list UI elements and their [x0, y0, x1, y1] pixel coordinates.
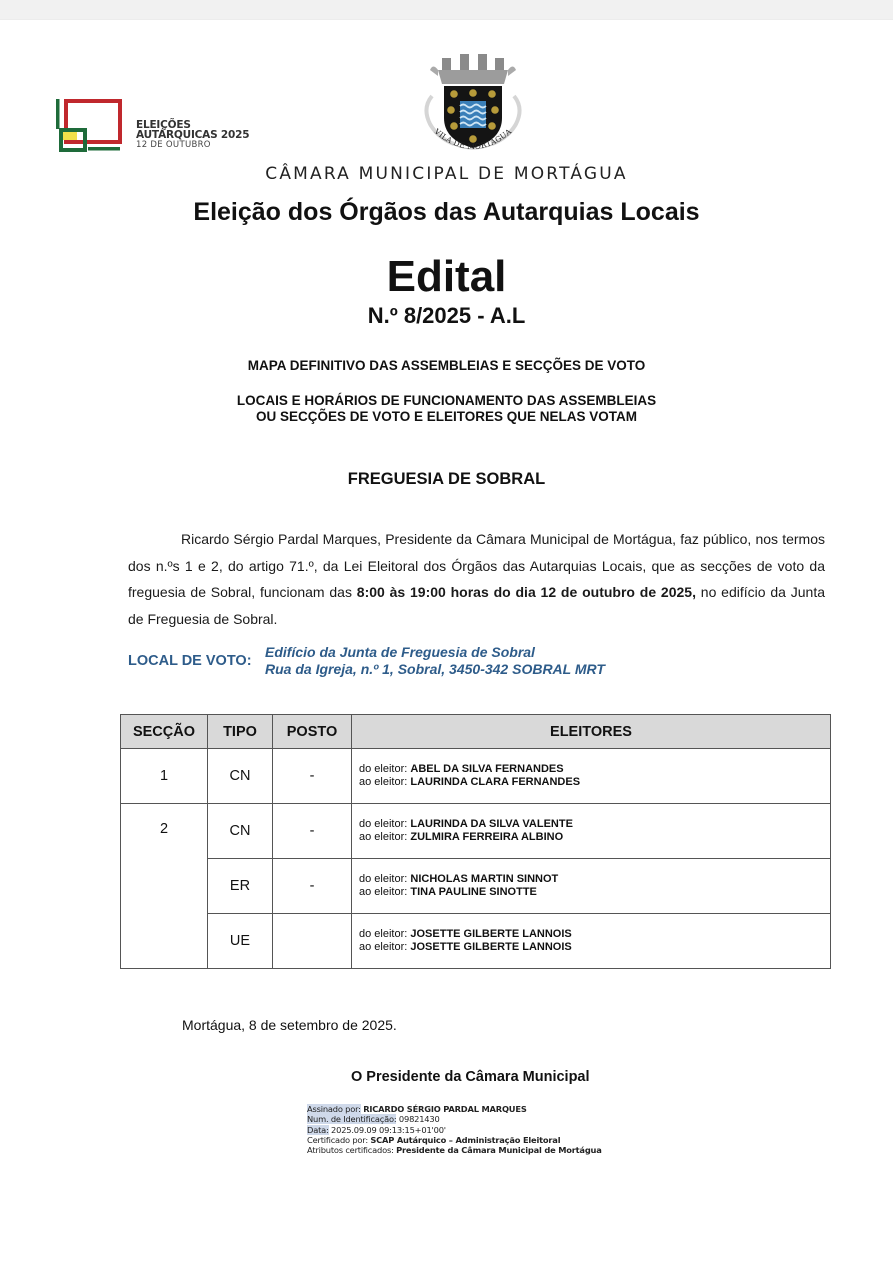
announcement-paragraph — [128, 526, 825, 632]
from-voter: NICHOLAS MARTIN SINNOT — [410, 873, 559, 885]
sig-date-label: Data: — [307, 1124, 329, 1135]
cell-posto: - — [273, 804, 352, 859]
sig-cert-label: Certificado por: — [307, 1134, 368, 1145]
voting-location-label: LOCAL DE VOTO: — [128, 653, 252, 669]
cell-posto — [273, 914, 352, 969]
header-eleitores: ELEITORES — [352, 715, 831, 749]
from-label: do eleitor: — [359, 763, 408, 775]
election-title: Eleição dos Órgãos das Autarquias Locais — [193, 198, 700, 226]
cell-posto: - — [273, 749, 352, 804]
sig-date: 2025.09.09 09:13:15+01'00' — [331, 1124, 446, 1135]
from-voter: ABEL DA SILVA FERNANDES — [410, 763, 564, 775]
to-label: ao eleitor: — [359, 776, 408, 788]
cell-eleitores — [352, 914, 831, 969]
subtitle-locations-line2: OU SECÇÕES DE VOTO E ELEITORES QUE NELAS VOTAM — [255, 409, 638, 424]
sig-id: 09821430 — [398, 1114, 440, 1125]
to-voter: TINA PAULINE SINOTTE — [410, 886, 537, 898]
table-header-row — [121, 715, 831, 749]
sections-table — [120, 714, 831, 969]
header-posto: POSTO — [273, 715, 352, 749]
header-seccao: SECÇÃO — [121, 715, 208, 749]
voting-location-address: Rua da Igreja, n.º 1, Sobral, 3450-342 SOBRAL MRT — [265, 661, 605, 677]
subtitle-locations-line1: LOCAIS E HORÁRIOS DE FUNCIONAMENTO DAS ASSEMBLEIAS — [236, 393, 657, 408]
announcement-schedule: 8:00 às 19:00 horas do dia 12 de outubro de 2025, — [356, 584, 696, 600]
to-voter: JOSETTE GILBERTE LANNOIS — [410, 941, 572, 953]
election-logo-line3: 12 DE OUTUBRO — [136, 140, 211, 150]
to-label: ao eleitor: — [359, 941, 408, 953]
election-logo-line2: AUTÁRQUICAS 2025 — [136, 129, 250, 141]
parish-heading: FREGUESIA DE SOBRAL — [347, 470, 546, 488]
announcement-text-part1: Ricardo Sérgio Pardal Marques, Presidente da Câmara Municipal de Mortágua, faz público, nos termos dos n.ºs 1 e 2, do artigo 71.º, da Lei Eleitoral dos Órgãos das Autarquias Locais, que as secções de voto da freguesia de Sobral, funcionam das — [128, 531, 825, 600]
from-label: do eleitor: — [359, 873, 408, 885]
to-voter: ZULMIRA FERREIRA ALBINO — [410, 831, 564, 843]
coat-of-arms-motto: VILA DE MORTÁGUA — [432, 126, 514, 152]
digital-signature-block — [307, 1104, 602, 1155]
sig-attr-label: Atributos certificados: — [307, 1145, 394, 1156]
institution-name: CÂMARA MUNICIPAL DE MORTÁGUA — [265, 164, 628, 184]
table-row — [121, 804, 831, 859]
document-type: Edital — [386, 252, 507, 301]
voting-location-building: Edifício da Junta de Freguesia de Sobral — [265, 644, 535, 660]
cell-tipo: ER — [208, 859, 273, 914]
from-voter: LAURINDA DA SILVA VALENTE — [410, 818, 573, 830]
table-row — [121, 749, 831, 804]
cell-tipo: CN — [208, 749, 273, 804]
coat-of-arms-logo — [418, 48, 528, 156]
election-logo — [55, 99, 285, 157]
cell-eleitores — [352, 859, 831, 914]
sig-cert: SCAP Autárquico – Administração Eleitoral — [370, 1134, 561, 1145]
to-label: ao eleitor: — [359, 886, 408, 898]
sig-signed-by: RICARDO SÉRGIO PARDAL MARQUES — [363, 1104, 527, 1114]
sig-signed-by-label: Assinado por: — [307, 1104, 361, 1114]
to-voter: LAURINDA CLARA FERNANDES — [410, 776, 581, 788]
table-row — [121, 859, 831, 914]
cell-tipo: CN — [208, 804, 273, 859]
cell-tipo: UE — [208, 914, 273, 969]
subtitle-locations — [0, 393, 893, 425]
cell-eleitores — [352, 749, 831, 804]
election-logo-mark — [55, 99, 125, 157]
viewer-top-bar — [0, 0, 893, 20]
from-label: do eleitor: — [359, 928, 408, 940]
sig-attr: Presidente da Câmara Municipal de Mortágua — [396, 1145, 602, 1156]
sig-id-label: Num. de Identificação: — [307, 1114, 397, 1125]
announcement-text-part2: no edifício da Junta de Freguesia de Sobral. — [128, 584, 825, 627]
table-row — [121, 914, 831, 969]
document-number: N.º 8/2025 - A.L — [367, 303, 526, 328]
subtitle-map: MAPA DEFINITIVO DAS ASSEMBLEIAS E SECÇÕES DE VOTO — [247, 358, 646, 373]
from-voter: JOSETTE GILBERTE LANNOIS — [410, 928, 572, 940]
cell-eleitores — [352, 804, 831, 859]
signatory-title: O Presidente da Câmara Municipal — [351, 1069, 590, 1085]
to-label: ao eleitor: — [359, 831, 408, 843]
election-logo-line1: ELEIÇÕES — [136, 119, 191, 131]
cell-posto: - — [273, 859, 352, 914]
header-tipo: TIPO — [208, 715, 273, 749]
cell-seccao: 1 — [121, 749, 208, 804]
cell-seccao: 2 — [121, 804, 208, 969]
from-label: do eleitor: — [359, 818, 408, 830]
place-and-date: Mortágua, 8 de setembro de 2025. — [182, 1017, 397, 1033]
